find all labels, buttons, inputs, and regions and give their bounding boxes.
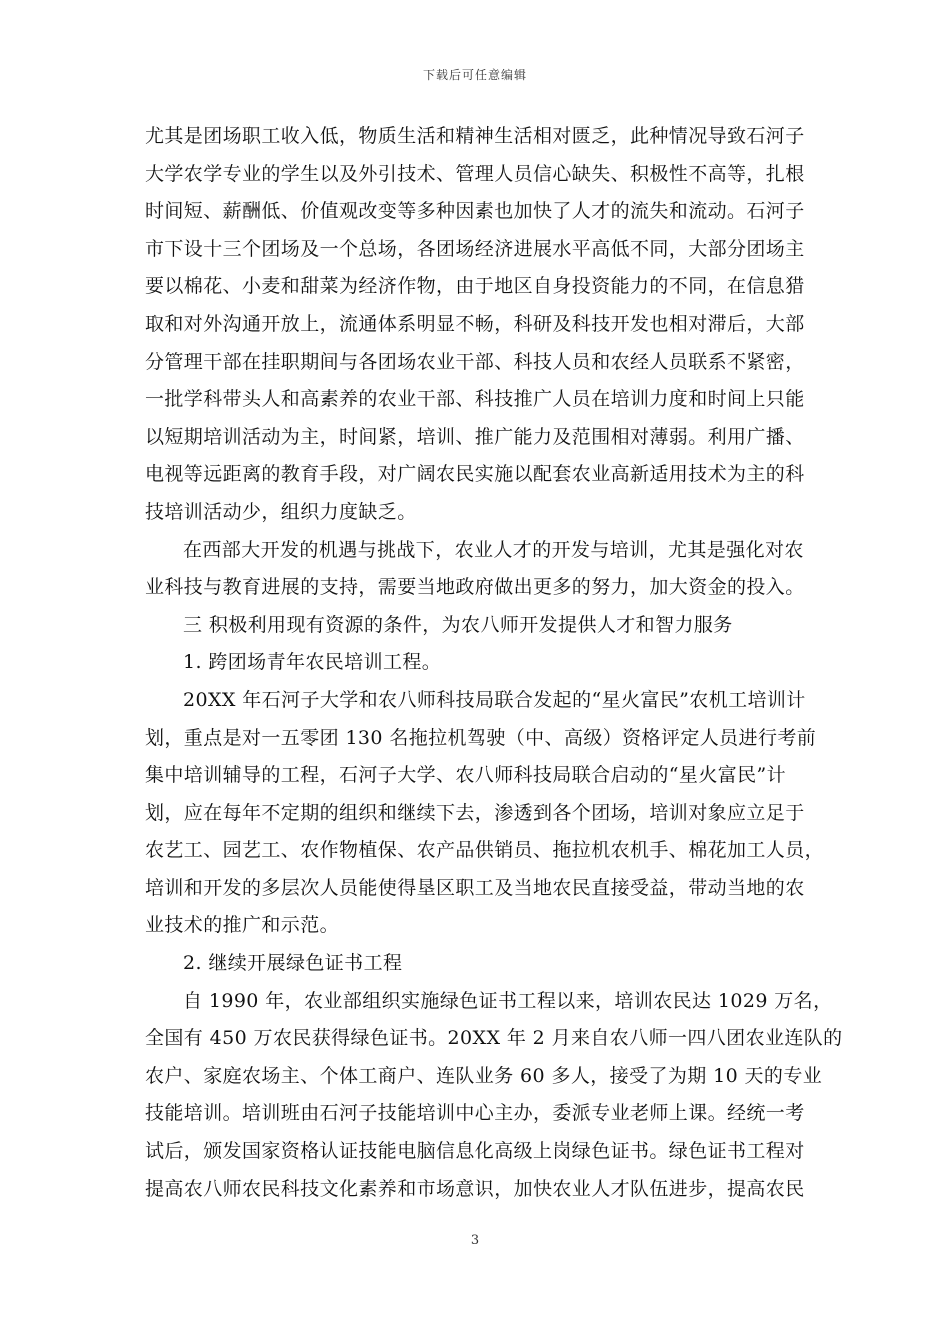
text-line: 全国有 450 万农民获得绿色证书。20XX 年 2 月来自农八师一四八团农业连队的 <box>145 1027 843 1050</box>
text-line: 要以棉花、小麦和甜菜为经济作物，由于地区自身投资能力的不同，在信息猎 <box>145 275 805 298</box>
text-line: 尤其是团场职工收入低，物质生活和精神生活相对匮乏，此种情况导致石河子 <box>145 125 805 147</box>
text-line: 技培训活动少，组织力度缺乏。 <box>145 500 417 523</box>
text-line: 一批学科带头人和高素养的农业干部、科技推广人员在培训力度和时间上只能 <box>145 388 805 411</box>
text-line: 市下设十三个团场及一个总场，各团场经济进展水平高低不同，大部分团场主 <box>145 237 805 260</box>
text-line: 业科技与教育进展的支持，需要当地政府做出更多的努力，加大资金的投入。 <box>145 576 805 599</box>
text-line: 培训和开发的多层次人员能使得垦区职工及当地农民直接受益，带动当地的农 <box>145 876 805 899</box>
text-line: 农艺工、园艺工、农作物植保、农产品供销员、拖拉机农机手、棉花加工人员， <box>145 839 825 862</box>
subsection-heading: 2. 继续开展绿色证书工程 <box>183 952 403 975</box>
subsection-heading: 1. 跨团场青年农民培训工程。 <box>183 651 442 674</box>
text-line: 时间短、薪酬低、价值观改变等多种因素也加快了人才的流失和流动。石河子 <box>145 200 805 223</box>
text-line: 技能培训。培训班由石河子技能培训中心主办，委派专业老师上课。经统一考 <box>145 1102 805 1125</box>
text-line: 电视等远距离的教育手段，对广阔农民实施以配套农业高新适用技术为主的科 <box>145 463 805 486</box>
section-heading: 三 积极利用现有资源的条件，为农八师开发提供人才和智力服务 <box>183 613 733 636</box>
text-line: 农户、家庭农场主、个体工商户、连队业务 60 多人，接受了为期 10 天的专业 <box>145 1064 823 1087</box>
text-line: 分管理干部在挂职期间与各团场农业干部、科技人员和农经人员联系不紧密， <box>145 350 805 373</box>
text-line: 大学农学专业的学生以及外引技术、管理人员信心缺失、积极性不高等，扎根 <box>145 162 805 185</box>
paragraph-start-line: 在西部大开发的机遇与挑战下，农业人才的开发与培训，尤其是强化对农 <box>183 538 804 561</box>
text-line: 取和对外沟通开放上，流通体系明显不畅，科研及科技开发也相对滞后，大部 <box>145 312 805 335</box>
text-line: 业技术的推广和示范。 <box>145 914 340 937</box>
document-body <box>145 118 843 1208</box>
text-line: 划，重点是对一五零团 130 名拖拉机驾驶（中、高级）资格评定人员进行考前 <box>145 726 817 749</box>
paragraph-start-line: 20XX 年石河子大学和农八师科技局联合发起的“星火富民”农机工培训计 <box>183 688 806 711</box>
page-header: 下载后可任意编辑 <box>422 68 527 82</box>
text-line: 以短期培训活动为主，时间紧，培训、推广能力及范围相对薄弱。利用广播、 <box>145 425 805 448</box>
text-line: 划，应在每年不定期的组织和继续下去，渗透到各个团场，培训对象应立足于 <box>145 801 805 824</box>
text-line: 试后，颁发国家资格认证技能电脑信息化高级上岗绿色证书。绿色证书工程对 <box>145 1140 805 1163</box>
page-number: 3 <box>470 1233 480 1248</box>
paragraph-start-line: 自 1990 年，农业部组织实施绿色证书工程以来，培训农民达 1029 万名， <box>183 989 833 1012</box>
text-line: 集中培训辅导的工程，石河子大学、农八师科技局联合启动的“星火富民”计 <box>145 764 787 787</box>
text-line: 提高农八师农民科技文化素养和市场意识，加快农业人才队伍进步，提高农民 <box>145 1177 805 1200</box>
